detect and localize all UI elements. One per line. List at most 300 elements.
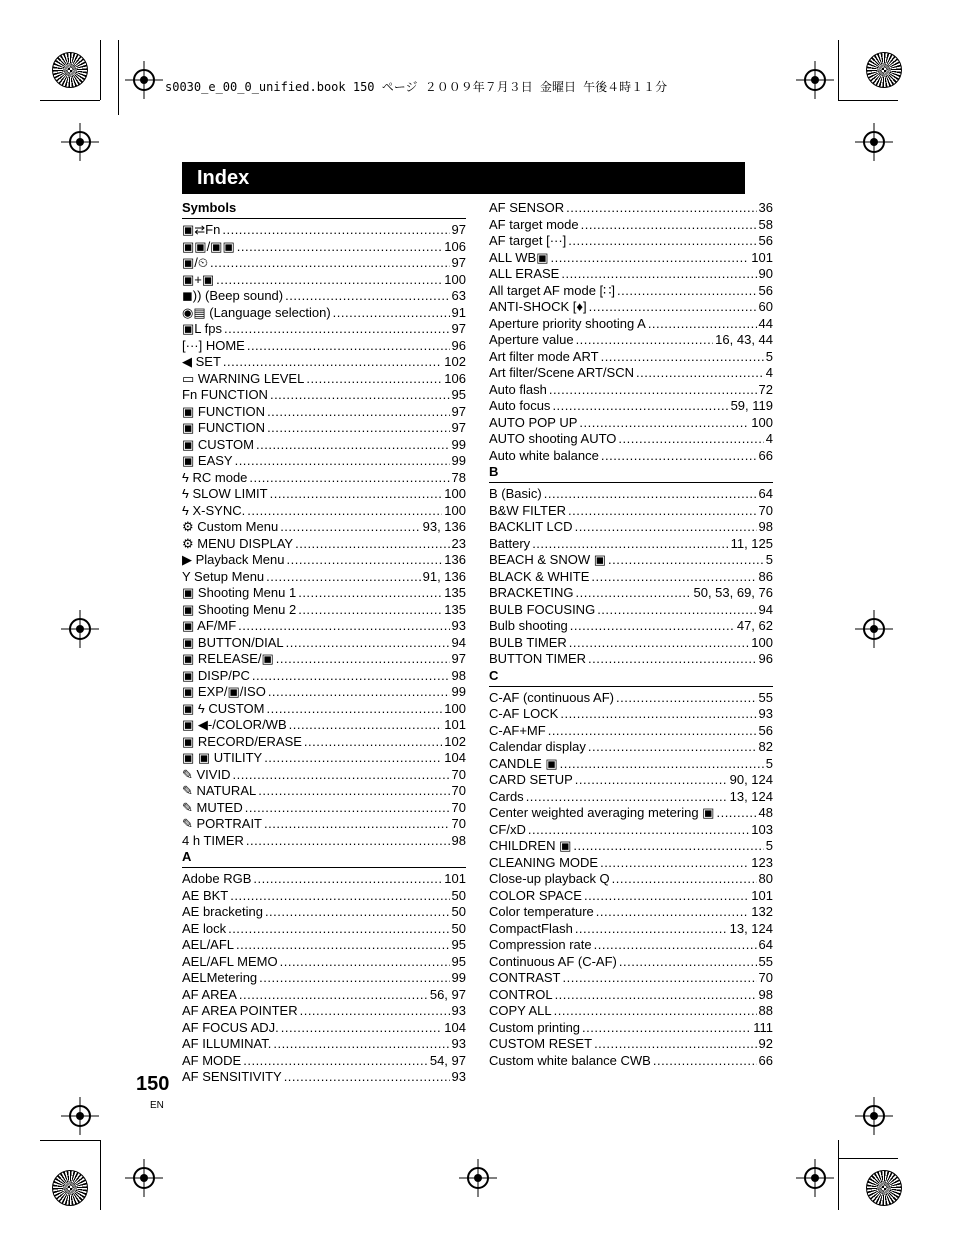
index-term: ▣+▣: [182, 271, 215, 287]
index-entry: [182, 387, 466, 404]
dot-leader: [224, 321, 450, 338]
index-entry: [182, 618, 466, 635]
registration-mark-icon: [69, 131, 91, 153]
index-term: BULB FOCUSING: [489, 601, 596, 617]
crop-mark: [838, 1158, 898, 1159]
index-pages: 58: [758, 216, 773, 232]
crop-mark: [100, 1140, 101, 1210]
index-entry: [489, 283, 773, 300]
index-entry: [489, 618, 773, 635]
section-heading: A: [182, 849, 466, 868]
index-pages: 66: [758, 1052, 773, 1068]
index-pages: 91: [451, 304, 466, 320]
dot-leader: [276, 651, 450, 668]
dot-leader: [270, 387, 450, 404]
index-term: Custom white balance CWB: [489, 1052, 651, 1068]
index-term: 4 h TIMER: [182, 832, 244, 848]
index-term: Y Setup Menu: [182, 568, 265, 584]
index-pages: 70: [758, 502, 773, 518]
dot-leader: [300, 1003, 450, 1020]
index-entry: [182, 684, 466, 701]
index-term: ✎ MUTED: [182, 799, 243, 815]
index-entry: [489, 332, 773, 349]
index-term: Battery: [489, 535, 531, 551]
index-pages: 56: [758, 282, 773, 298]
index-term: CONTROL: [489, 986, 553, 1002]
dot-leader: [579, 415, 749, 432]
index-entry: [182, 453, 466, 470]
dot-leader: [265, 904, 450, 921]
index-pages: 70: [451, 816, 466, 831]
index-entry: [182, 987, 466, 1004]
index-term: ▭ WARNING LEVEL: [182, 370, 305, 386]
registration-mark-icon: [863, 1105, 885, 1127]
index-pages: 97: [451, 651, 466, 666]
index-pages: 98: [451, 832, 466, 848]
index-entry: [489, 585, 773, 602]
index-entry: [182, 404, 466, 421]
index-pages: 50: [451, 920, 466, 936]
dot-leader: [266, 569, 420, 586]
index-pages: 93: [451, 1036, 466, 1051]
index-pages: 50, 53, 69, 76: [693, 585, 773, 600]
index-term: Auto white balance: [489, 447, 599, 463]
dot-leader: [575, 921, 728, 938]
index-pages: 5: [765, 552, 773, 567]
crop-mark: [40, 1140, 100, 1141]
dot-leader: [264, 750, 442, 767]
index-term: ⚙ Custom Menu: [182, 519, 279, 534]
index-pages: 60: [758, 299, 773, 314]
index-entry: [489, 536, 773, 553]
index-pages: 88: [758, 1003, 773, 1018]
index-pages: 80: [758, 871, 773, 886]
index-pages: 91, 136: [422, 568, 466, 584]
index-entry: [182, 552, 466, 569]
index-entry: [182, 668, 466, 685]
index-term: AUTO POP UP: [489, 414, 578, 430]
dot-leader: [239, 987, 428, 1004]
index-term: Close-up playback Q: [489, 871, 610, 886]
index-pages: 102: [444, 354, 466, 369]
index-pages: 63: [451, 288, 466, 303]
index-entry: [489, 398, 773, 415]
dot-leader: [601, 349, 764, 366]
index-entry: [182, 1069, 466, 1086]
index-entry: [489, 987, 773, 1004]
index-pages: 64: [758, 486, 773, 501]
index-term: ▣ Shooting Menu 1: [182, 585, 297, 600]
index-term: BEACH & SNOW ▣: [489, 552, 607, 567]
dot-leader: [280, 519, 420, 536]
index-pages: 47, 62: [736, 618, 773, 633]
index-term: BRACKETING: [489, 585, 574, 600]
index-term: ▣L fps: [182, 321, 222, 336]
index-pages: 100: [751, 634, 773, 650]
index-pages: 95: [451, 953, 466, 969]
index-pages: 70: [451, 766, 466, 782]
index-term: ▣ RELEASE/▣: [182, 651, 274, 666]
index-term: Cards: [489, 788, 524, 804]
dot-leader: [552, 398, 728, 415]
index-pages: 23: [451, 535, 466, 551]
index-term: BULB TIMER: [489, 634, 567, 650]
index-pages: 106: [444, 370, 466, 386]
index-term: AELMetering: [182, 970, 258, 985]
dot-leader: [247, 503, 442, 520]
index-term: ▣ Shooting Menu 2: [182, 601, 297, 617]
dot-leader: [267, 420, 449, 437]
registration-mark-icon: [863, 618, 885, 640]
dot-leader: [550, 250, 749, 267]
index-term: CHILDREN ▣: [489, 838, 572, 853]
index-term: AF AREA POINTER: [182, 1003, 298, 1018]
index-term: ▣ ▣ UTILITY: [182, 750, 263, 765]
dot-leader: [563, 970, 757, 987]
index-entry: [182, 871, 466, 888]
index-term: Center weighted averaging metering ▣: [489, 805, 715, 820]
dot-leader: [267, 404, 449, 421]
index-pages: 101: [751, 887, 773, 903]
index-entry: [489, 217, 773, 234]
section-heading: Symbols: [182, 200, 466, 219]
dot-leader: [619, 954, 757, 971]
index-entry: [182, 701, 466, 718]
index-term: All target AF mode [∷]: [489, 282, 616, 298]
index-entry: [182, 651, 466, 668]
index-term: Custom printing: [489, 1019, 581, 1035]
index-term: ϟ X-SYNC.: [182, 502, 246, 518]
index-pages: 99: [451, 684, 466, 699]
index-pages: 56: [758, 233, 773, 248]
index-entry: [489, 519, 773, 536]
index-entry: [489, 921, 773, 938]
index-entry: [182, 1003, 466, 1020]
dot-leader: [287, 552, 443, 569]
dot-leader: [594, 937, 757, 954]
dot-leader: [568, 233, 756, 250]
index-term: Fn FUNCTION: [182, 387, 268, 402]
index-entry: [182, 288, 466, 305]
index-entry: [182, 734, 466, 751]
index-pages: 99: [451, 970, 466, 985]
index-entry: [489, 200, 773, 217]
index-entry: [182, 338, 466, 355]
index-pages: 70: [758, 970, 773, 985]
index-term: Auto flash: [489, 381, 547, 397]
index-pages: 11, 125: [730, 535, 773, 551]
index-term: CLEANING MODE: [489, 854, 599, 870]
dot-leader: [268, 684, 450, 701]
index-term: AF SENSOR: [489, 200, 565, 215]
index-term: Bulb shooting: [489, 618, 568, 633]
dot-leader: [528, 822, 749, 839]
index-term: AF ILLUMINAT.: [182, 1036, 272, 1051]
dot-leader: [230, 888, 449, 905]
index-pages: 96: [758, 651, 773, 666]
index-pages: 97: [451, 420, 466, 435]
registration-mark-icon: [133, 1167, 155, 1189]
dot-leader: [548, 723, 757, 740]
index-pages: 72: [758, 381, 773, 397]
index-pages: 100: [444, 486, 466, 501]
index-term: CompactFlash: [489, 920, 573, 936]
index-entry: [489, 706, 773, 723]
index-term: AF target [···]: [489, 233, 567, 248]
index-term: ▣▣/▣▣: [182, 238, 235, 254]
index-term: Color temperature: [489, 904, 594, 919]
dot-leader: [561, 266, 756, 283]
index-entry: [489, 739, 773, 756]
dot-leader: [589, 299, 757, 316]
index-term: BLACK & WHITE: [489, 568, 590, 584]
page-number: 150: [136, 1073, 170, 1095]
dot-leader: [582, 1020, 751, 1037]
index-term: AEL/AFL MEMO: [182, 953, 278, 969]
index-pages: 82: [758, 739, 773, 754]
index-entry: [489, 365, 773, 382]
index-term: ▣/⏲: [182, 255, 209, 270]
dot-leader: [549, 382, 757, 399]
index-pages: 100: [444, 502, 466, 518]
index-entry: [489, 772, 773, 789]
dot-leader: [295, 536, 449, 553]
index-pages: 111: [753, 1019, 773, 1035]
index-entry: [182, 954, 466, 971]
index-term: BUTTON TIMER: [489, 651, 587, 666]
index-pages: 16, 43, 44: [715, 332, 773, 347]
index-term: C-AF+MF: [489, 722, 546, 738]
dot-leader: [266, 701, 442, 718]
index-entry: [489, 756, 773, 773]
crop-mark: [838, 1140, 839, 1210]
index-term: ▣ EASY: [182, 453, 233, 468]
crop-mark: [838, 40, 839, 100]
dot-leader: [289, 717, 443, 734]
dot-leader: [526, 789, 728, 806]
index-entry: [489, 805, 773, 822]
dot-leader: [601, 448, 757, 465]
index-entry: [489, 431, 773, 448]
index-entry: [182, 272, 466, 289]
index-pages: 123: [751, 854, 773, 870]
index-entry: [182, 833, 466, 850]
index-entry: [182, 1036, 466, 1053]
dot-leader: [555, 987, 757, 1004]
index-pages: 5: [765, 755, 773, 771]
index-entry: [182, 239, 466, 256]
index-entry: [489, 552, 773, 569]
index-pages: 93: [451, 1003, 466, 1018]
index-term: AF target mode: [489, 216, 579, 232]
dot-leader: [284, 1069, 450, 1086]
index-term: ALL WB▣: [489, 249, 549, 265]
index-term: AF FOCUS ADJ.: [182, 1019, 279, 1035]
crop-mark: [838, 100, 898, 101]
dot-leader: [273, 1036, 449, 1053]
index-entry: [489, 382, 773, 399]
index-entry: [182, 569, 466, 586]
index-pages: 103: [751, 821, 773, 837]
index-entry: [182, 717, 466, 734]
dot-leader: [576, 585, 692, 602]
dot-leader: [238, 618, 449, 635]
dot-leader: [597, 602, 756, 619]
dot-leader: [247, 338, 450, 355]
dot-leader: [544, 486, 757, 503]
index-entry: [182, 904, 466, 921]
index-entry: [182, 1020, 466, 1037]
dot-leader: [573, 838, 763, 855]
file-header-line: s0030_e_00_0_unified.book 150 ページ ２００９年７月３日 金曜日 午後４時１１分: [165, 80, 668, 94]
index-term: ✎ PORTRAIT: [182, 816, 262, 831]
dot-leader: [286, 635, 450, 652]
index-pages: 36: [758, 200, 773, 215]
index-pages: 78: [451, 469, 466, 485]
index-entry: [182, 255, 466, 272]
index-term: ▣ BUTTON/DIAL: [182, 634, 284, 650]
crop-mark: [118, 40, 119, 115]
index-pages: 55: [758, 689, 773, 705]
index-term: ✎ VIVID: [182, 766, 231, 782]
index-term: ϟ RC mode: [182, 469, 248, 485]
index-pages: 56, 97: [429, 986, 466, 1002]
dot-leader: [600, 855, 749, 872]
dot-leader: [575, 519, 757, 536]
index-entry: [489, 250, 773, 267]
dot-leader: [596, 904, 750, 921]
index-term: Calendar display: [489, 739, 586, 754]
index-term: COPY ALL: [489, 1003, 552, 1018]
index-entry: [182, 970, 466, 987]
index-pages: 56: [758, 722, 773, 738]
dot-leader: [576, 332, 714, 349]
index-entry: [489, 789, 773, 806]
index-entry: [489, 299, 773, 316]
index-entry: [182, 321, 466, 338]
dot-leader: [258, 783, 449, 800]
index-pages: 93: [451, 618, 466, 633]
index-term: ▶ Playback Menu: [182, 552, 285, 567]
index-term: ▣⇄Fn: [182, 222, 221, 237]
index-pages: 96: [451, 337, 466, 353]
dot-leader: [588, 739, 757, 756]
crop-mark: [100, 40, 101, 100]
dot-leader: [223, 354, 442, 371]
index-pages: 90, 124: [729, 772, 773, 787]
index-pages: 95: [451, 937, 466, 952]
dot-leader: [581, 217, 757, 234]
dot-leader: [237, 239, 443, 256]
index-pages: 92: [758, 1036, 773, 1051]
dot-leader: [560, 706, 756, 723]
index-term: ▣ EXP/▣/ISO: [182, 684, 266, 699]
index-pages: 70: [451, 799, 466, 815]
index-pages: 94: [451, 634, 466, 650]
registration-mark-icon: [69, 618, 91, 640]
index-pages: 4: [765, 365, 773, 380]
index-column-left: [182, 200, 466, 1086]
dot-leader: [245, 800, 450, 817]
index-pages: 13, 124: [729, 788, 773, 804]
index-pages: 106: [444, 238, 466, 254]
index-pages: 101: [444, 717, 466, 732]
dot-leader: [210, 255, 449, 272]
index-pages: 99: [451, 453, 466, 468]
registration-mark-icon: [467, 1167, 489, 1189]
index-entry: [182, 305, 466, 322]
index-entry: [489, 503, 773, 520]
index-term: ▣ RECORD/ERASE: [182, 733, 302, 749]
registration-mark-icon: [863, 131, 885, 153]
index-pages: 101: [444, 871, 466, 886]
index-term: AEL/AFL: [182, 937, 235, 952]
index-term: ▣ CUSTOM: [182, 436, 254, 452]
index-pages: 98: [451, 667, 466, 683]
dot-leader: [280, 954, 450, 971]
dot-leader: [588, 651, 757, 668]
index-entry: [182, 420, 466, 437]
index-term: ▣ FUNCTION: [182, 420, 266, 435]
index-entry: [489, 415, 773, 432]
index-pages: 135: [444, 585, 466, 600]
index-term: CARD SETUP: [489, 772, 573, 787]
index-pages: 4: [765, 431, 773, 446]
dot-leader: [594, 1036, 756, 1053]
index-term: B&W FILTER: [489, 502, 567, 518]
index-entry: [182, 602, 466, 619]
index-term: ✎ NATURAL: [182, 783, 257, 798]
index-entry: [489, 690, 773, 707]
index-entry: [489, 1053, 773, 1070]
dot-leader: [249, 470, 449, 487]
dot-leader: [264, 816, 450, 833]
index-entry: [489, 349, 773, 366]
index-pages: 99: [451, 436, 466, 452]
index-term: AE bracketing: [182, 904, 263, 919]
index-pages: 5: [765, 838, 773, 853]
dot-leader: [566, 200, 756, 217]
index-entry: [182, 767, 466, 784]
index-term: ◼)) (Beep sound): [182, 288, 284, 303]
dot-leader: [591, 569, 756, 586]
index-pages: 50: [451, 887, 466, 903]
index-entry: [489, 316, 773, 333]
dot-leader: [216, 272, 442, 289]
index-entry: [489, 904, 773, 921]
index-entry: [182, 354, 466, 371]
index-pages: 136: [444, 552, 466, 567]
index-pages: 97: [451, 222, 466, 237]
index-entry: [182, 470, 466, 487]
dot-leader: [636, 365, 764, 382]
index-term: B (Basic): [489, 486, 542, 501]
dot-leader: [246, 833, 450, 850]
index-pages: 97: [451, 321, 466, 336]
registration-mark-icon: [133, 69, 155, 91]
index-pages: 93, 136: [422, 519, 466, 534]
index-entry: [182, 437, 466, 454]
index-term: AUTO shooting AUTO: [489, 431, 617, 446]
index-term: Adobe RGB: [182, 871, 252, 886]
index-pages: 44: [758, 315, 773, 331]
index-pages: 70: [451, 783, 466, 798]
index-entry: [182, 800, 466, 817]
dot-leader: [554, 1003, 757, 1020]
dot-leader: [235, 453, 450, 470]
index-pages: 66: [758, 447, 773, 463]
index-term: ▣ ϟ CUSTOM: [182, 700, 265, 716]
